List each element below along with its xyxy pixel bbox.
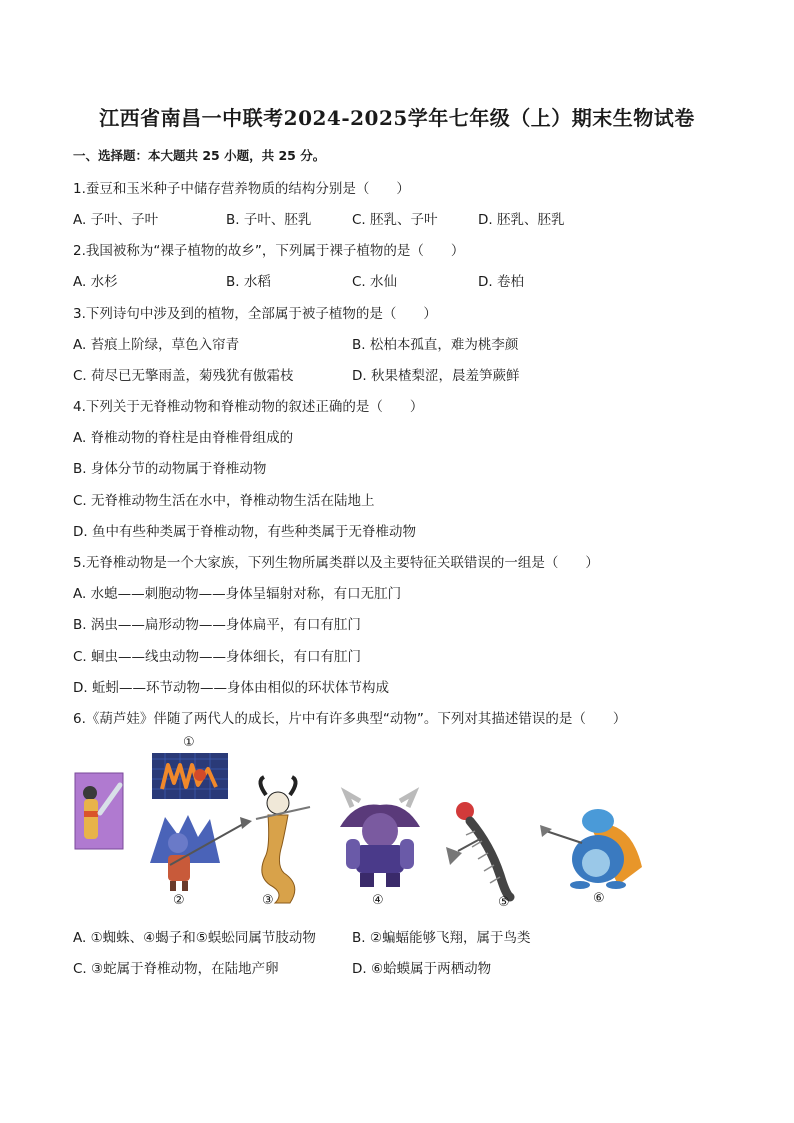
section-heading: 一、选择题：本大题共 25 小题，共 25 分。 <box>73 148 326 163</box>
question-5-stem: 5.无脊椎动物是一个大家族，下列生物所属类群以及主要特征关联错误的一组是（ ） <box>73 555 599 571</box>
snake-image <box>256 777 310 903</box>
q3-option-b: B. 松柏本孤直，难为桃李颜 <box>352 337 519 353</box>
q4-option-a: A. 脊椎动物的脊柱是由脊椎骨组成的 <box>73 430 294 446</box>
q5-option-b: B. 涡虫——扁形动物——身体扁平，有口有肛门 <box>73 617 361 633</box>
q5-option-c: C. 蛔虫——线虫动物——身体细长，有口有肛门 <box>73 649 362 665</box>
label-5: ⑤ <box>498 895 510 910</box>
q3-option-a: A. 苔痕上阶绿，草色入帘青 <box>73 337 240 353</box>
question-3-stem: 3.下列诗句中涉及到的植物，全部属于被子植物的是（ ） <box>73 306 437 322</box>
calabash-brother-image <box>75 773 123 849</box>
q2-option-d: D. 卷柏 <box>478 274 524 290</box>
q1-option-c: C. 胚乳、子叶 <box>352 212 438 228</box>
q2-option-c: C. 水仙 <box>352 274 398 290</box>
cartoon-illustration <box>70 735 670 915</box>
page-title: 江西省南昌一中联考2024-2025学年七年级（上）期末生物试卷 <box>99 106 695 130</box>
q6-option-d: D. ⑥蛤蟆属于两栖动物 <box>352 961 492 977</box>
spider-image <box>152 753 228 799</box>
q6-option-a: A. ①蜘蛛、④蝎子和⑤蜈蚣同属节肢动物 <box>73 930 316 946</box>
q4-option-d: D. 鱼中有些种类属于脊椎动物，有些种类属于无脊椎动物 <box>73 524 416 540</box>
question-4-stem: 4.下列关于无脊椎动物和脊椎动物的叙述正确的是（ ） <box>73 399 424 415</box>
question-6-stem: 6.《葫芦娃》伴随了两代人的成长，片中有许多典型“动物”。下列对其描述错误的是（ ） <box>73 711 627 727</box>
q6-option-c: C. ③蛇属于脊椎动物，在陆地产卵 <box>73 961 279 977</box>
centipede-image <box>446 802 510 897</box>
label-2: ② <box>173 893 185 908</box>
q6-option-b: B. ②蝙蝠能够飞翔，属于鸟类 <box>352 930 531 946</box>
question-1-stem: 1.蚕豆和玉米种子中储存营养物质的结构分别是（ ） <box>73 181 410 197</box>
q5-option-d: D. 蚯蚓——环节动物——身体由相似的环状体节构成 <box>73 680 389 696</box>
q1-option-a: A. 子叶、子叶 <box>73 212 159 228</box>
scorpion-image <box>340 793 420 887</box>
question-2-stem: 2.我国被称为“裸子植物的故乡”，下列属于裸子植物的是（ ） <box>73 243 465 259</box>
q1-option-b: B. 子叶、胚乳 <box>226 212 312 228</box>
label-4: ④ <box>372 893 384 908</box>
q5-option-a: A. 水螅——刺胞动物——身体呈辐射对称，有口无肛门 <box>73 586 402 602</box>
toad-image <box>540 809 642 889</box>
q4-option-c: C. 无脊椎动物生活在水中，脊椎动物生活在陆地上 <box>73 493 375 509</box>
label-3: ③ <box>262 893 274 908</box>
q2-option-a: A. 水杉 <box>73 274 118 290</box>
q3-option-c: C. 荷尽已无擎雨盖，菊残犹有傲霜枝 <box>73 368 294 384</box>
q3-option-d: D. 秋果楂梨涩，晨羞笋蕨鲜 <box>352 368 520 384</box>
q2-option-b: B. 水稻 <box>226 274 271 290</box>
bat-image <box>150 815 252 891</box>
label-1: ① <box>183 735 195 750</box>
cartoon-figure <box>70 735 670 915</box>
q4-option-b: B. 身体分节的动物属于脊椎动物 <box>73 461 267 477</box>
label-6: ⑥ <box>593 891 605 906</box>
q1-option-d: D. 胚乳、胚乳 <box>478 212 565 228</box>
